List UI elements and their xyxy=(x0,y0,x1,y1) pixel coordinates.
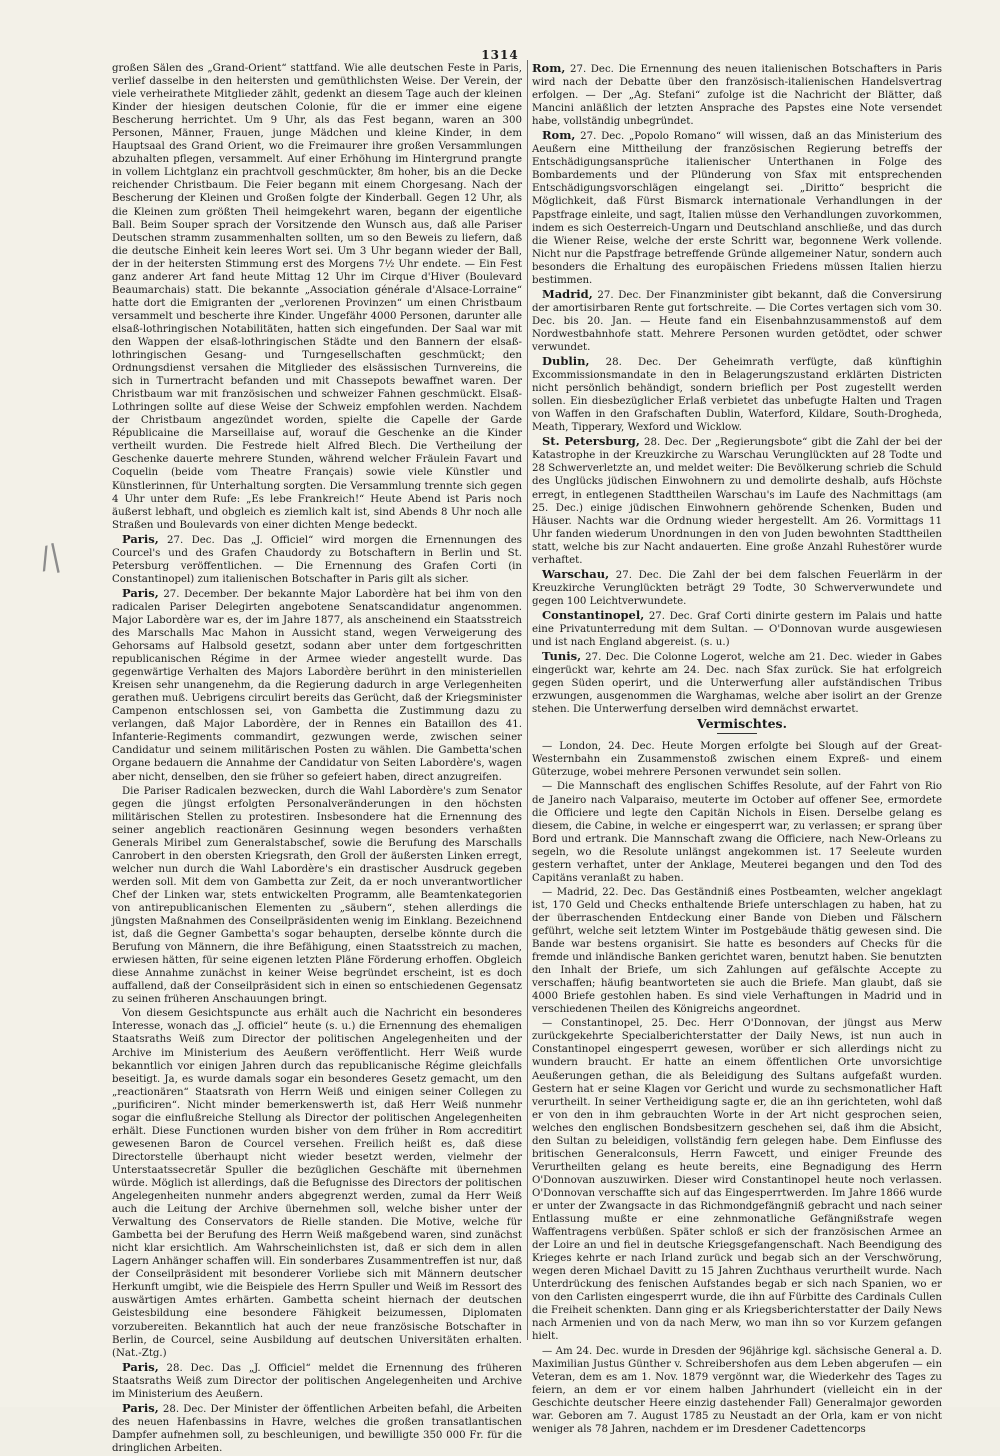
article-text: 28. Dec. Der Geheimrath verfügte, daß künftighin Excommissionsmandate in den in Belagerungszustand erklärten Districten nicht persönlich behändigt, sondern brieflich per Post zugestellt werden sollen. Ein diesbezüglicher Erlaß verbietet das unbefugte Halten und Tragen von Waffen in den Grafschaften Dublin, Waterford, Kildare, South-Drogheda, Meath, Tipperary, Wexford und Wicklow. xyxy=(532,357,942,434)
article-text: 27. December. Der bekannte Major Labordère hat bei ihm von den radicalen Pariser Delegirten angebotene Senatscandidatur angenommen. Major Labordère war es, der im Jahre 1877, als anscheinend ein Staatsstreich des Marschalls Mac Mahon in Aussicht stand, wegen Verweigerung des Gehorsams auf Halbsold gesetzt, sodann aber unter dem fortgeschritten republicanischen Régime in der Armee wieder angestellt wurde. Das gegenwärtige Verhalten des Majors Labordère berührt in den ministeriellen Kreisen sehr unangenehm, da die Regierung dadurch in arge Verlegenheiten gerathen muß. Uebrigens circulirt bereits das Gerücht, daß der Kriegsminister Campenon entschlossen sei, von Gambetta die Zustimmung dazu zu verlangen, daß Major Labordère, der in Rennes ein Bataillon des 41. Infanterie-Regiments commandirt, gezwungen werde, zwischen seiner Candidatur und seinem militärischen Posten zu wählen. Die Gambetta'schen Organe bedauern die Annahme der Candidatur von Seiten Labordère's, wagen aber nicht, denselben, den sie früher so gefeiert haben, direct anzugreifen. xyxy=(112,588,522,783)
news-item: — Constantinopel, 25. Dec. Herr O'Donnovan, der jüngst aus Merw zurückgekehrte Specialberichterstatter der Daily News, ist nun auch in Constantinopel eingesperrt gewesen, worüber er sich allerdings nicht zu wundern braucht. Er hatte an einem öffentlichen Orte unvorsichtige Aeußerungen gethan, die als Beleidigung des Sultans aufgefaßt wurden. Gestern hat er seine Klagen vor Gericht und wurde zu sechsmonatlicher Haft verurtheilt. In seiner Vertheidigung sagte er, die an ihn gerichteten, wohl daß er von den in ihm gebrauchten Worte in der Art nicht gesprochen seien, welches den englischen Bondsbesitzern geschehen sei, daß ihm die Absicht, den Sultan zu beleidigen, vollständig fern gelegen habe. Dem Einflusse des britischen Generalconsuls, Herrn Fawcett, und einiger Freunde des Verurtheilten gelang es heute bereits, eine Begnadigung des Herrn O'Donnovan auszuwirken. Dieser wird Constantinopel heute noch verlassen. O'Donnovan verschaffte sich auf das Eingesperrtwerden. Im Jahre 1866 wurde er unter der Zwangsacte in das Richmondgefängniß gebracht und nach seiner Entlassung mußte er eine zehnmonatliche Gefängnißstrafe wegen Waffentragens verbüßen. Später schloß er sich der französischen Armee an der Loire an und fiel in deutsche Kriegsgefangenschaft. Nach Beendigung des Krieges kehrte er nach Irland zurück und begab sich an der Verschwörung, wegen deren Michael Davitt zu 15 Jahren Zuchthaus verurtheilt wurde. Nach Unterdrückung des fenischen Aufstandes begab er sich nach Spanien, wo er von den Carlisten eingesperrt wurde, die ihn auf Fürbitte des Cardinals Cullen die Freiheit schenkten. Dann ging er als Kriegsberichterstatter der Daily News nach Armenien und von da nach Merw, wo man ihn so vor Kurzem gefangen hielt. xyxy=(532,1018,942,1343)
article-paragraph xyxy=(532,650,942,716)
article-paragraph xyxy=(532,609,942,649)
dateline: Paris, xyxy=(122,1400,159,1415)
article-text: 27. Dec. Die Zahl der bei dem falschen Feuerlärm in der Kreuzkirche Verunglückten beträgt 29 Todte, 30 Schwerverwundete und gegen 100 Leichtverwundete. xyxy=(532,569,942,607)
column-divider xyxy=(527,60,528,1340)
article-paragraph xyxy=(112,533,522,586)
dateline: Paris, xyxy=(122,531,159,546)
article-paragraph xyxy=(532,355,942,434)
article-paragraph xyxy=(112,1402,522,1455)
dateline: Dublin, xyxy=(542,354,590,369)
right-column xyxy=(532,62,942,1437)
article-paragraph: Die Pariser Radicalen bezwecken, durch die Wahl Labordère's zum Senator gegen die jüngst erfolgten Personalveränderungen in den höchsten militärischen Stellen zu protestiren. Insbesondere hat die Ernennung des seiner angeblich reactionären Gesinnung wegen besonders verhaßten Generals Miribel zum Generalstabschef, sowie die Berufung des Marschalls Canrobert in den obersten Kriegsrath, den Groll der äußersten Linken erregt, welcher nun durch die Wahl Labordère's ein drastischer Ausdruck gegeben werden soll. Mit dem von Gambetta zur Zeit, da er noch unverantwortlicher Chef der Linken war, stets entwickelten Programm, alle Beamtenkategorien von antirepublicanischen Elementen zu „säubern“, stehen allerdings die jüngsten Maßnahmen des Conseilpräsidenten wenig im Einklang. Bezeichnend ist, daß die Gegner Gambetta's sogar behaupten, derselbe könnte durch die Berufung von Männern, die ihre Befähigung, einen Staatsstreich zu machen, erwiesen hätten, für seine eigenen letzten Pläne Förderung erhoffen. Obgleich diese Annahme zunächst in keiner Weise begründet erscheint, ist es doch auffallend, daß der Conseilpräsident sich in einen so entschiedenen Gegensatz zu seinen früheren Anschauungen bringt. xyxy=(112,785,522,1006)
news-item: — Die Mannschaft des englischen Schiffes Resolute, auf der Fahrt von Rio de Janeiro nach Valparaiso, meuterte im October auf offener See, ermordete die Officiere und legte den Capitän Nichols in Eisen. Derselbe gelang es diesem, die Cabine, in welche er eingesperrt war, zu verlassen; er sprang über Bord und ertrank. Die Mannschaft zwang die Officiere, nach New-Orleans zu segeln, wo die Resolute unlängst angekommen ist. 17 Seeleute wurden gestern verhaftet, unter der Anklage, Meuterei begangen und den Tod des Capitäns veranlaßt zu haben. xyxy=(532,781,942,884)
article-text: 27. Dec. Das „J. Officiel“ wird morgen die Ernennungen des Courcel's und des Grafen Chaudordy zu Botschaftern in Berlin und St. Petersburg veröffentlichen. — Die Ernennung des Grafen Corti (in Constantinopel) zum italienischen Botschafter in Paris gilt als sicher. xyxy=(112,534,522,585)
dateline: Paris, xyxy=(122,1359,159,1374)
article-paragraph xyxy=(112,1361,522,1401)
dateline: Constantinopel, xyxy=(542,607,645,622)
article-text: 28. Dec. Der Minister der öffentlichen Arbeiten befahl, die Arbeiten des neuen Hafenbassins in Havre, welches die großen transatlantischen Dampfer aufnehmen soll, zu beschleunigen, und bewilligte 350 000 Fr. für die dringlichen Arbeiten. xyxy=(112,1403,522,1454)
article-text: 27. Dec. Die Colonne Logerot, welche am 21. Dec. wieder in Gabes eingerückt war, kehrte am 24. Dec. nach Sfax zurück. Sie hat erfolgreich gegen Süden operirt, und die Unterwerfung aller aufständischen Tribus erzwungen, ausgenommen die Warghamas, welche aber isolirt an der Grenze stehen. Die Unterwerfung derselben wird demnächst erwartet. xyxy=(532,652,942,716)
news-item: — London, 24. Dec. Heute Morgen erfolgte bei Slough auf der Great-Westernbahn ein Zusammenstoß zwischen einem Expreß- und einem Güterzuge, wobei mehrere Personen verwundet sein sollen. xyxy=(532,741,942,779)
article-text: 27. Dec. Graf Corti dinirte gestern im Palais und hatte eine Privatunterredung mit dem Sultan. — O'Donnovan wurde ausgewiesen und ist nach England abgereist. (s. u.) xyxy=(532,610,942,649)
dateline: Rom, xyxy=(532,61,566,75)
article-paragraph xyxy=(532,435,942,566)
page-number: 1314 xyxy=(481,48,519,62)
bleed-through-header xyxy=(240,2,800,28)
article-paragraph xyxy=(532,129,942,287)
article-paragraph xyxy=(112,587,522,784)
dateline: Paris, xyxy=(122,585,159,600)
dateline: St. Petersburg, xyxy=(542,434,640,449)
article-text: 27. Dec. Der Finanzminister gibt bekannt, daß die Conversirung der amortisirbaren Rente gut fortschreite. — Die Cortes vertagen sich vom 30. Dec. bis 20. Jan. — Heute fand ein Eisenbahnzusammenstoß auf dem Nordwestbahnhofe statt. Mehrere Personen wurden getödtet, oder schwer verwundet. xyxy=(532,289,942,353)
section-rule xyxy=(717,733,757,734)
article-paragraph xyxy=(532,568,942,608)
article-paragraph: großen Sälen des „Grand-Orient“ stattfand. Wie alle deutschen Feste in Paris, verlief dasselbe in den heitersten und gemüthlichsten Weise. Der Verein, der viele verheirathete Mitglieder zählt, gedenkt an diesem Tage auch der kleinen Kinder der hiesigen deutschen Colonie, für die er immer eine eigene Bescherung herrichtet. Um 9 Uhr, als das Fest begann, waren an 300 Personen, Männer, Frauen, junge Mädchen und kleine Kinder, in dem Hauptsaal des Grand Orient, wo die Freimaurer ihre großen Versammlungen abzuhalten pflegen, versammelt. Auf einer Erhöhung im Hintergrund prangte in vollem Lichtglanz ein prachtvoll geschmückter, 8m hoher, bis an die Decke reichender Christbaum. Die Feier begann mit einem Chorgesang. Nach der Bescherung der Kleinen und Großen folgte der Kinderball. Gegen 12 Uhr, als die Kleinen zum größten Theil heimgekehrt waren, begann der eigentliche Ball. Beim Souper sprach der Vorsitzende den Wunsch aus, daß alle Pariser Deutschen stramm zusammenhalten sollten, um so den Beweis zu liefern, daß die deutsche Einheit kein leeres Wort sei. Um 3 Uhr begann wieder der Ball, der in der heitersten Stimmung erst des Morgens 7½ Uhr endete. — Ein Fest ganz anderer Art fand heute Mittag 12 Uhr im Cirque d'Hiver (Boulevard Beaumarchais) statt. Die bekannte „Association générale d'Alsace-Lorraine“ hatte dort die Emigranten der „verlorenen Provinzen“ um einen Christbaum versammelt und bescherte ihre Kinder. Ungefähr 4000 Personen, darunter alle elsaß-lothringischen Notabilitäten, hatten sich eingefunden. Der Saal war mit den Wappen der elsaß-lothringischen Städte und den Bannern der elsaß-lothringischen Gesang- und Turngesellschaften geschmückt; den Ordnungsdienst versahen die Mitglieder des elsässischen Turnvereins, die sich in Turnertracht befanden und mit Chassepots bewaffnet waren. Der Christbaum war mit französischen und schweizer Fahnen geschmückt. Elsaß-Lothringen sollte auf diese Weise der Schweiz empfohlen werden. Nachdem der Christbaum angezündet worden, spielte die Capelle der Garde Républicaine die Marseillaise auf, worauf die Geschenke an die Kinder vertheilt wurden. Die Festrede hielt Alfred Blech. Die Vertheilung der Geschenke dauerte mehrere Stunden, während welcher Fräulein Favart und Coquelin (beide vom Theatre Français) sowie viele Künstler und Künstlerinnen, für Unterhaltung sorgten. Die Versammlung trennte sich gegen 4 Uhr unter dem Rufe: „Es lebe Frankreich!“ Heute Abend ist Paris noch äußerst lebhaft, und obgleich es ziemlich kalt ist, sind Abends 8 Uhr noch alle Straßen und Boulevards von einer dichten Menge bedeckt. xyxy=(112,63,522,531)
left-column xyxy=(112,62,522,1456)
article-text: 28. Dec. Das „J. Officiel“ meldet die Ernennung des früheren Staatsraths Weiß zum Director der politischen Angelegenheiten und Archive im Ministerium des Aeußern. xyxy=(112,1362,522,1400)
article-paragraph xyxy=(532,288,942,354)
article-paragraph xyxy=(532,62,942,128)
margin-pencil-mark: /| xyxy=(36,538,64,577)
dateline: Rom, xyxy=(542,128,576,143)
article-text: 28. Dec. Der „Regierungsbote“ gibt die Zahl der bei der Katastrophe in der Kreuzkirche zu Warschau Verunglückten auf 28 Todte und 28 Schwerverletzte an, und meldet weiter: Die Bevölkerung schrieb die Schuld des Unglücks jüdischen Einwohnern zu und demolirte deshalb, aufs Höchste erregt, in entlegenen Stadttheilen Warschau's im Laufe des Nachmittags (am 25. Dec.) einige jüdischen Einwohnern gehörende Schenken, Buden und Häuser. Nachts war die Ordnung wieder hergestellt. Am 26. Vormittags 11 Uhr fanden wiederum Unordnungen in den von Juden bewohnten Stadttheilen statt, welche bis zur Nacht andauerten. Eine große Anzahl Ruhestörer wurde verhaftet. xyxy=(532,437,942,566)
dateline: Madrid, xyxy=(542,286,593,301)
section-heading: Vermischtes. xyxy=(697,716,787,732)
news-item: — Am 24. Dec. wurde in Dresden der 96jährige kgl. sächsische General a. D. Maximilian Justus Günther v. Schreibershofen aus dem Leben abgerufen — ein Veteran, dem es am 1. Nov. 1879 vergönnt war, die Wiederkehr des Tages zu feiern, an dem er vor einem halben Jahrhundert (vielleicht ein in der Geschichte deutscher Heere einzig dastehender Fall) Generalmajor geworden war. Geboren am 7. August 1785 zu Neustadt an der Orla, kam er von nicht weniger als 78 Jahren, nachdem er im Dresdener Cadettencorps xyxy=(532,1345,942,1435)
article-text: 27. Dec. Die Ernennung des neuen italienischen Botschafters in Paris wird nach der Debatte über den französisch-italienischen Handelsvertrag erfolgen. — Der „Ag. Stefani“ zufolge ist die Nachricht der Blätter, daß Mancini anläßlich der letzten Ansprache des Papstes eine Note versendet habe, vollständig unbegründet. xyxy=(532,64,942,128)
dateline: Warschau, xyxy=(542,566,610,581)
news-item: — Madrid, 22. Dec. Das Geständniß eines Postbeamten, welcher angeklagt ist, 170 Geld und Checks enthaltende Briefe unterschlagen zu haben, hat zu der überraschenden Entdeckung einer Bande von Dieben und Fälschern geführt, welche seit letztem Winter im Postgebäude thätig gewesen sind. Die Bande war bestens organisirt. Sie hatte es besonders auf Checks für die fremde und inländische Banken gerichtet waren, benutzt haben. Sie benutzten den Inhalt der Briefe, um sich Zahlungen auf gefälschte Accepte zu verschaffen; häufig beantworteten sie auch die Briefe. Man glaubt, daß sie 4000 Briefe gestohlen haben. Es sind viele Verhaftungen in Madrid und in verschiedenen Theilen des Königreichs angeordnet. xyxy=(532,886,942,1016)
article-text: 27. Dec. „Popolo Romano“ will wissen, daß an das Ministerium des Aeußern eine Mittheilung der französischen Regierung betreffs der Entschädigungsansprüche italienischer Unterthanen in Folge des Bombardements und der Plünderung von Sfax mit entsprechenden Entschädigungsvorschlägen eingelangt sei. „Diritto“ bespricht die Möglichkeit, daß Fürst Bismarck internationale Verhandlungen in der Papstfrage einleite, und sagt, Italien müsse den Verhandlungen zuvorkommen, indem es sich Oesterreich-Ungarn und Deutschland anschließe, und das durch die Wiener Reise, welche der erste Schritt war, begonnene Werk vollende. Nicht nur die Papstfrage betreffende Gründe allgemeiner Natur, sondern auch besonders die Erhaltung des europäischen Friedens müssen Italien hierzu bestimmen. xyxy=(532,131,942,286)
dateline: Tunis, xyxy=(542,649,582,664)
article-paragraph: Von diesem Gesichtspuncte aus erhält auch die Nachricht ein besonderes Interesse, wonach das „J. officiel“ heute (s. u.) die Ernennung des ehemaligen Staatsraths Weiß zum Director der politischen Angelegenheiten und der Archive im Ministerium des Aeußern veröffentlicht. Herr Weiß wurde bekanntlich vor einigen Jahren durch das republicanische Régime gleichfalls beseitigt. Ja, es wurde damals sogar ein besonderes Gesetz gemacht, um den „reactionären“ Staatsrath von Herrn Weiß und einigen seiner Collegen zu „purificiren“. Nicht minder bemerkenswerth ist, daß Herr Weiß nunmehr sogar die einflußreiche Stellung als Director der politischen Angelegenheiten erhält. Diese Functionen wurden bisher von dem früher in Rom accreditirt gewesenen Baron de Courcel versehen. Freilich heißt es, daß diese Directorstelle überhaupt nicht wieder besetzt werden, vielmehr der Unterstaatssecretär Spuller die bezüglichen Geschäfte mit übernehmen würde. Möglich ist allerdings, daß die Befugnisse des Directors der politischen Angelegenheiten nunmehr anders abgegrenzt werden, zumal da Herr Weiß auch die Leitung der Archive übernehmen soll, welche bisher unter der Verwaltung des Conservators de Rielle standen. Die Motive, welche für Gambetta bei der Berufung des Herrn Weiß maßgebend waren, sind zunächst nicht klar ersichtlich. Am Wahrscheinlichsten ist, daß er sich dem in allen Lagern Anhänger schaffen will. Ein sonderbares Zusammentreffen ist nur, daß der Conseilpräsident mit besonderer Vorliebe sich mit Männern deutscher Herkunft umgibt, wie die Beispiele des Herrn Spuller und Weiß im Ressort des auswärtigen Amtes erhärten. Gambetta scheint hiernach der deutschen Geistesbildung eine besondere Fähigkeit beizumessen, Diplomaten vorzubereiten. Bekanntlich hat auch der neue französische Botschafter in Berlin, de Courcel, seine Ausbildung auf deutschen Universitäten erhalten. (Nat.-Ztg.) xyxy=(112,1008,522,1359)
